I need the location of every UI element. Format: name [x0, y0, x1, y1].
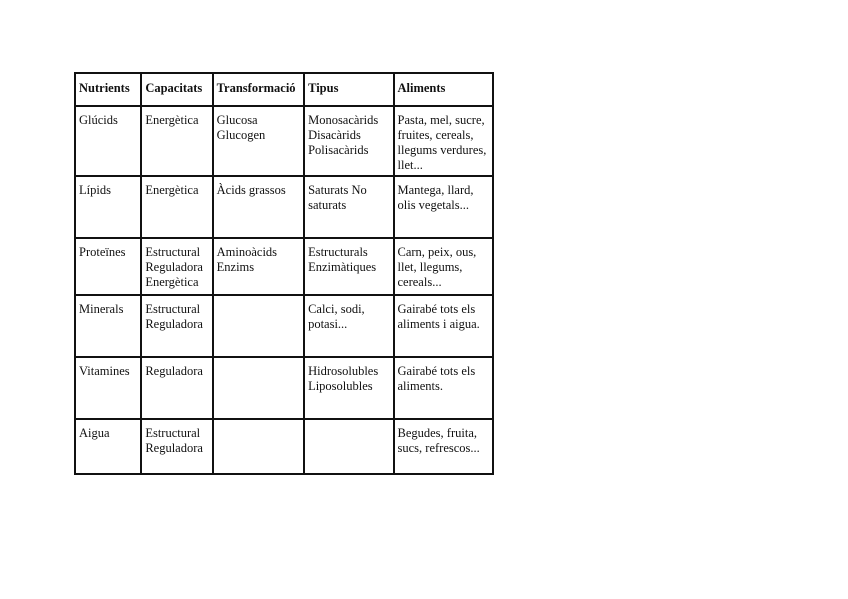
cell-aliments: Carn, peix, ous, llet, llegums, cereals... [394, 238, 494, 295]
cell-aliments: Gairabé tots els aliments. [394, 357, 494, 419]
header-aliments: Aliments [394, 73, 494, 106]
cell-capacitats: Estructural Reguladora [141, 295, 212, 357]
header-nutrients: Nutrients [75, 73, 141, 106]
cell-nutrient: Glúcids [75, 106, 141, 176]
header-tipus: Tipus [304, 73, 393, 106]
cell-capacitats: Estructural Reguladora [141, 419, 212, 474]
header-capacitats: Capacitats [141, 73, 212, 106]
cell-capacitats: Energètica [141, 106, 212, 176]
cell-nutrient: Vitamines [75, 357, 141, 419]
cell-nutrient: Aigua [75, 419, 141, 474]
cell-nutrient: Proteïnes [75, 238, 141, 295]
cell-tipus: Hidrosolubles Liposolubles [304, 357, 393, 419]
cell-transformacio: Àcids grassos [213, 176, 304, 238]
cell-tipus: Monosacàrids Disacàrids Polisacàrids [304, 106, 393, 176]
cell-capacitats: Reguladora [141, 357, 212, 419]
cell-transformacio: Glucosa Glucogen [213, 106, 304, 176]
cell-nutrient: Lípids [75, 176, 141, 238]
cell-transformacio [213, 419, 304, 474]
nutrients-table [74, 72, 494, 475]
cell-capacitats: Energètica [141, 176, 212, 238]
table-row [75, 106, 493, 176]
cell-transformacio [213, 295, 304, 357]
table-row [75, 238, 493, 295]
cell-aliments: Pasta, mel, sucre, fruites, cereals, llegums verdures, llet... [394, 106, 494, 176]
header-transformacio: Transformació [213, 73, 304, 106]
cell-aliments: Begudes, fruita, sucs, refrescos... [394, 419, 494, 474]
cell-tipus [304, 419, 393, 474]
table-row [75, 295, 493, 357]
cell-transformacio: Aminoàcids Enzims [213, 238, 304, 295]
cell-aliments: Gairabé tots els aliments i aigua. [394, 295, 494, 357]
cell-nutrient: Minerals [75, 295, 141, 357]
cell-transformacio [213, 357, 304, 419]
table-row [75, 176, 493, 238]
header-row [75, 73, 493, 106]
cell-capacitats: Estructural Reguladora Energètica [141, 238, 212, 295]
cell-tipus: Estructurals Enzimàtiques [304, 238, 393, 295]
table-row [75, 357, 493, 419]
cell-tipus: Calci, sodi, potasi... [304, 295, 393, 357]
cell-aliments: Mantega, llard, olis vegetals... [394, 176, 494, 238]
cell-tipus: Saturats No saturats [304, 176, 393, 238]
table-row [75, 419, 493, 474]
